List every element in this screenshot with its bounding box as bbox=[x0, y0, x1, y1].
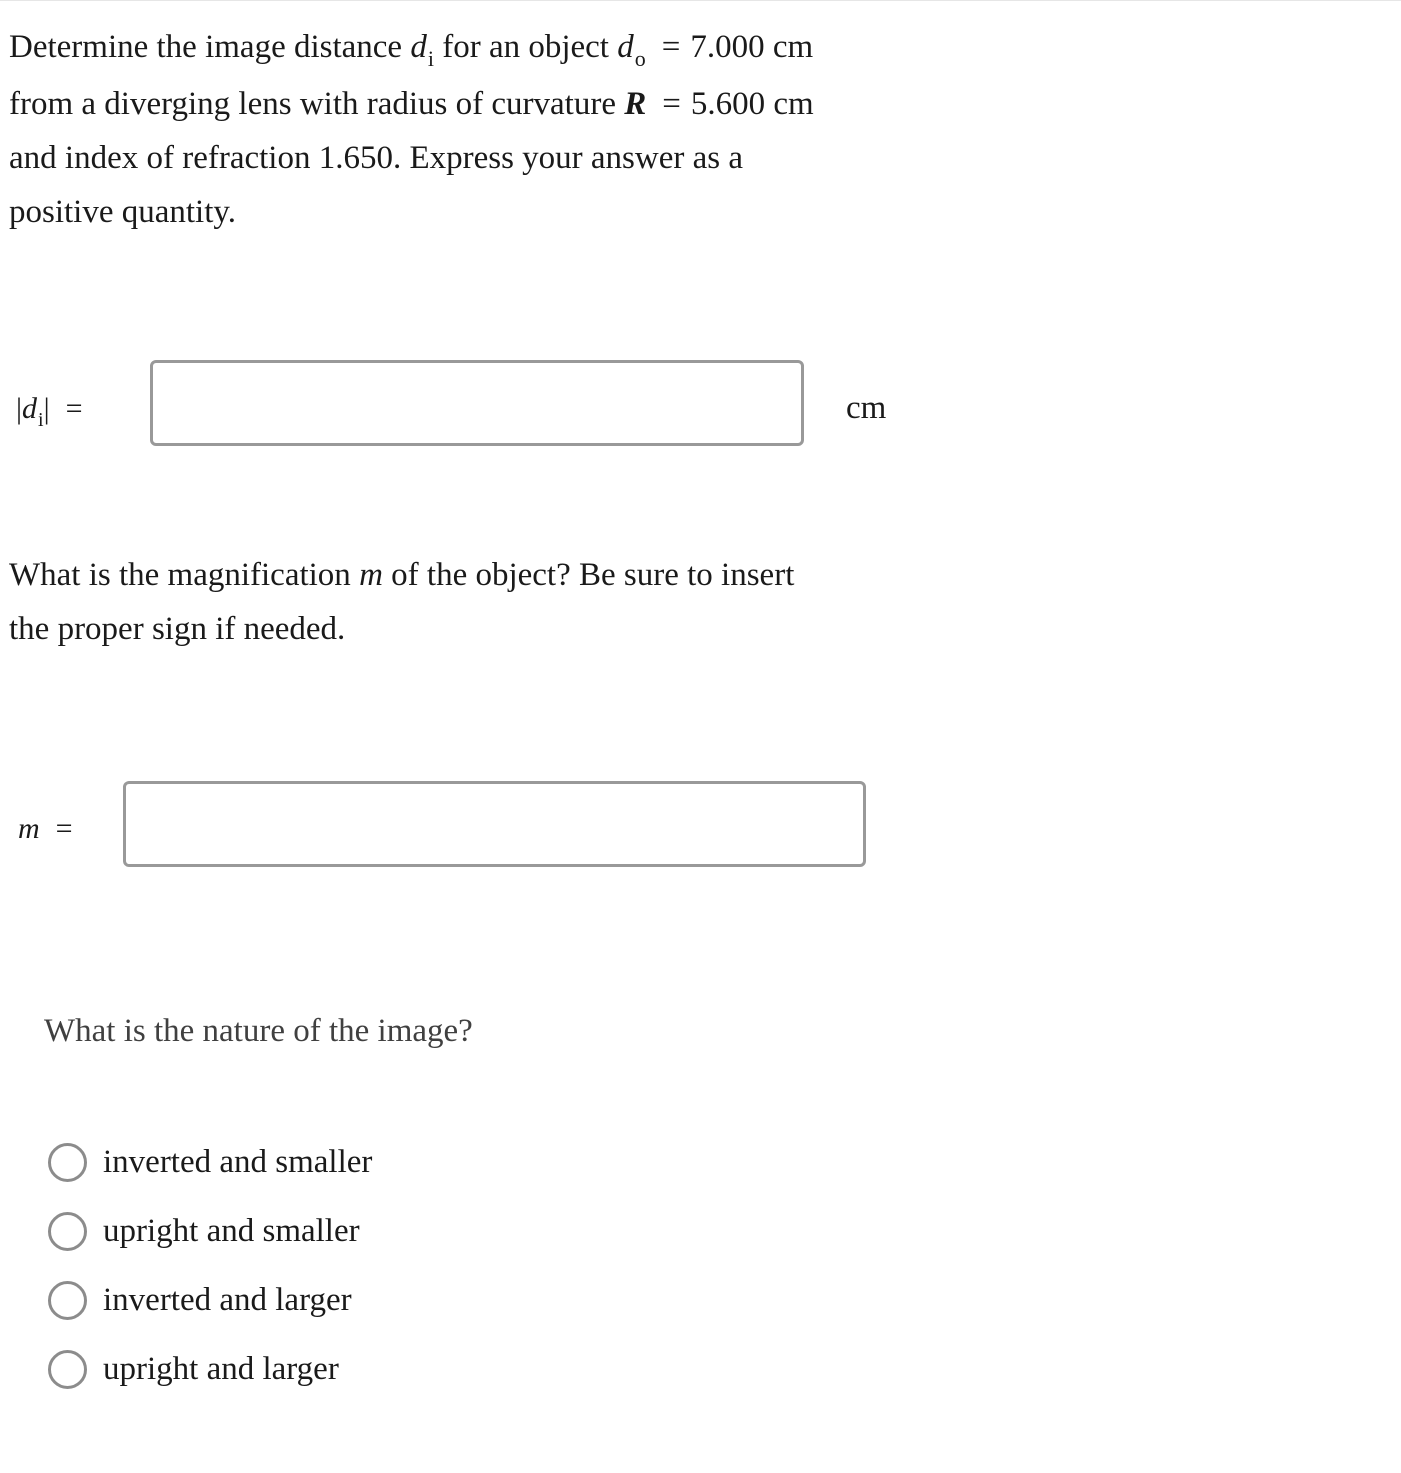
option-label: inverted and larger bbox=[103, 1282, 352, 1318]
radio-button[interactable] bbox=[48, 1212, 87, 1251]
question-magnification bbox=[9, 548, 909, 656]
question-line-1: What is the magnification m of the object? Be sure to insert bbox=[9, 557, 795, 593]
option-label: upright and larger bbox=[103, 1351, 339, 1387]
option-label: upright and smaller bbox=[103, 1213, 360, 1249]
option-upright-larger[interactable] bbox=[48, 1335, 372, 1404]
top-divider bbox=[0, 0, 1401, 1]
unit-label: cm bbox=[846, 390, 887, 426]
image-distance-input[interactable] bbox=[150, 360, 804, 446]
question-line-4: positive quantity. bbox=[9, 194, 237, 230]
magnification-input[interactable] bbox=[123, 781, 866, 867]
question-image-nature: What is the nature of the image? bbox=[44, 1013, 473, 1049]
magnification-label: m = bbox=[18, 812, 73, 845]
radio-button[interactable] bbox=[48, 1350, 87, 1389]
radio-button[interactable] bbox=[48, 1143, 87, 1182]
image-nature-options bbox=[48, 1128, 372, 1404]
question-line-3: and index of refraction 1.650. Express your answer as a bbox=[9, 140, 744, 176]
option-inverted-larger[interactable] bbox=[48, 1266, 372, 1335]
image-distance-label: $|d_i|$ = bbox=[16, 392, 83, 431]
option-label: inverted and smaller bbox=[103, 1144, 373, 1180]
question-line-2: the proper sign if needed. bbox=[9, 611, 346, 647]
question-image-distance bbox=[9, 20, 909, 239]
question-line-1: Determine the image distance $d_i$ for an object $d_o = 7.000$ cm bbox=[9, 29, 814, 71]
option-upright-smaller[interactable] bbox=[48, 1197, 372, 1266]
radio-button[interactable] bbox=[48, 1281, 87, 1320]
option-inverted-smaller[interactable] bbox=[48, 1128, 372, 1197]
question-line-2: from a diverging lens with radius of curvature R = 5.600 cm bbox=[9, 86, 814, 122]
